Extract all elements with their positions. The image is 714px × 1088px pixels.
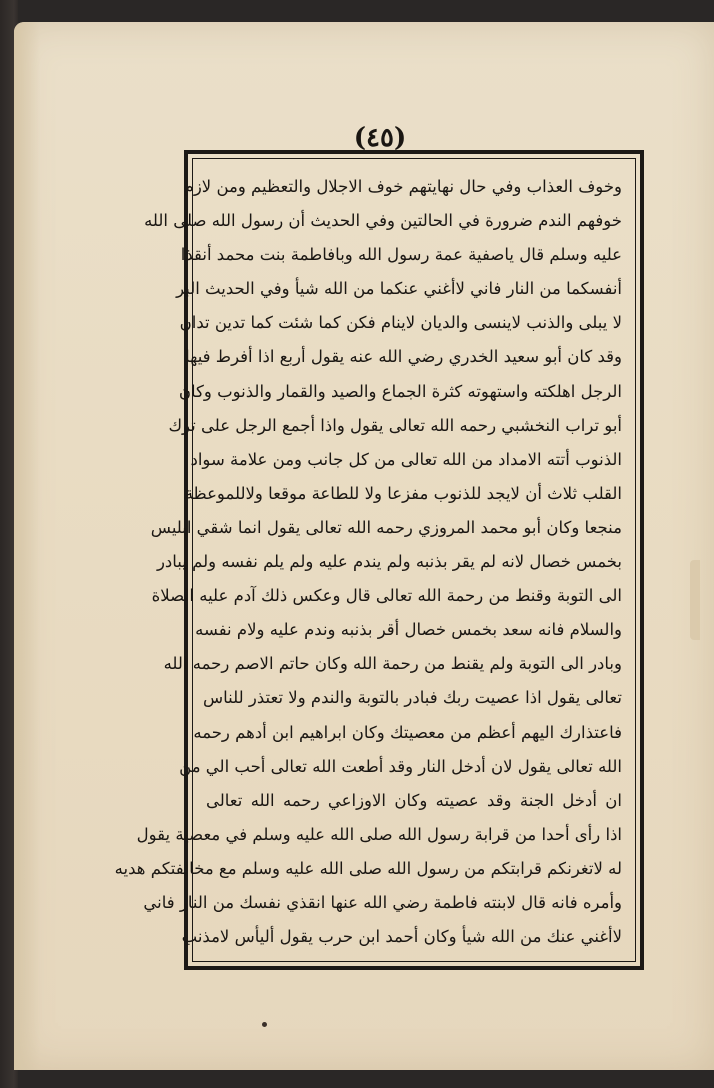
text-line-13: الى التوبة وقنط من رحمة الله تعالى قال وعكس ذلك آدم عليه الصلاة	[151, 586, 622, 606]
text-line-16: تعالى يقول اذا عصيت ربك فبادر بالتوبة والندم ولا تعتذر للناس	[203, 688, 622, 708]
text-line-9: الذنوب أتته الامداد من الله تعالى من كل جانب ومن علامة سواد	[190, 449, 622, 469]
text-line-14: والسلام فانه سعد بخمس خصال أقر بذنبه وندم عليه ولام نفسه	[195, 620, 622, 640]
text-line-18: الله تعالى يقول لان أدخل النار وقد أطعت الله تعالى أحب الي من	[179, 756, 622, 776]
text-line-6: وقد كان أبو سعيد الخدري رضي الله عنه يقول أربع اذا أفرط فيها	[185, 347, 622, 367]
ink-speck	[262, 1022, 267, 1027]
text-line-8: أبو تراب النخشبي رحمه الله تعالى يقول واذا أجمع الرجل على ترك	[168, 415, 622, 435]
text-line-21: له لاتغرنكم قرابتكم من رسول الله صلى الله عليه وسلم مع مخالفتكم هديه	[114, 858, 622, 878]
text-line-22: وأمره فانه قال لابنته فاطمة رضي الله عنها انقذي نفسك من النار فاني	[143, 892, 622, 912]
next-page-edge	[690, 560, 700, 640]
text-frame-border	[114, 150, 644, 970]
text-line-12: بخمس خصال لانه لم يقر بذنبه ولم يندم عليه ولم يلم نفسه ولم يبادر	[156, 552, 622, 572]
arabic-text-block	[114, 166, 628, 954]
text-line-19: ان أدخل الجنة وقد عصيته وكان الاوزاعي رحمه الله تعالى	[206, 790, 622, 810]
text-line-2: خوفهم الندم ضرورة في الحالتين وفي الحديث أن رسول الله صلى الله	[144, 211, 622, 231]
text-line-5: لا يبلى والذنب لاينسى والديان لاينام فكن كما شئت كما تدين تدان	[179, 313, 622, 333]
text-line-11: منجعا وكان أبو محمد المروزي رحمه الله تعالى يقول انما شقي ابليس	[150, 517, 622, 537]
text-line-3: عليه وسلم قال ياصفية عمة رسول الله وبافاطمة بنت محمد أنقذا	[180, 245, 622, 265]
text-line-17: فاعتذارك اليهم أعظم من معصيتك وكان ابراهيم ابن أدهم رحمه	[193, 722, 622, 742]
text-line-15: وبادر الى التوبة ولم يقنط من رحمة الله وكان حاتم الاصم رحمه الله	[163, 654, 622, 674]
page-edge-shadow	[14, 22, 40, 1070]
text-line-4: أنفسكما من النار فاني لاأغني عنكما من الله شيأ وفي الحديث البر	[176, 279, 622, 299]
text-line-1: وخوف العذاب وفي حال نهايتهم خوف الاجلال والتعظيم ومن لازم	[183, 177, 622, 196]
text-line-20: اذا رأى أحدا من قرابة رسول الله صلى الله عليه وسلم في معصية يقول	[136, 824, 622, 844]
text-line-7: الرجل اهلكته واستهوته كثرة الجماع والصيد والقمار والذنوب وكان	[178, 381, 622, 401]
text-line-10: القلب ثلاث أن لايجد للذنوب مفزعا ولا للطاعة موقعا ولاللموعظة	[184, 483, 622, 503]
text-line-23: لاأغني عنك من الله شيأ وكان أحمد ابن حرب يقول أليأس لامذنب	[181, 927, 622, 947]
page-number: (٤٥)	[353, 123, 407, 153]
